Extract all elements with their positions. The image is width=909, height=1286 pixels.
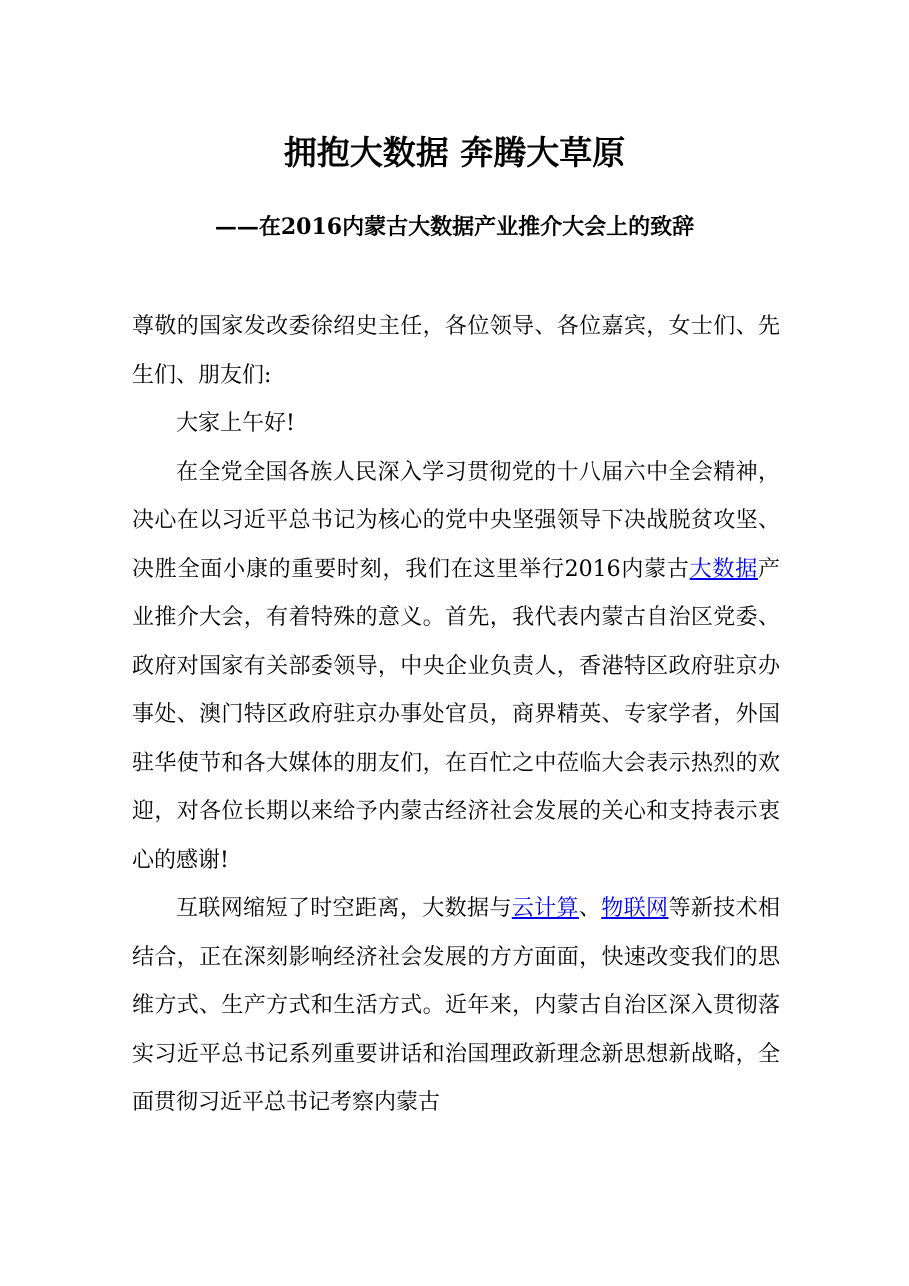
greeting-paragraph: 大家上午好! xyxy=(176,411,295,436)
big-data-link[interactable]: 大数据 xyxy=(689,556,758,582)
opening-text-after-link: 产业推介大会，有着特殊的意义。首先，我代表内蒙古自治区党委、政府对国家有关部委领导，中央企业负责人，香港特区政府驻京办事处、澳门特区政府驻京办事处官员，商界精英、专家学者，外国驻华使节和各大媒体的朋友们，在百忙之中莅临大会表示热烈的欢迎，对各位长期以来给予内蒙古经济社会发展的关心和支持表示衷心的感谢! xyxy=(132,556,780,873)
internet-text-after-links: 等新技术相结合，正在深刻影响经济社会发展的方方面面，快速改变我们的思维方式、生产方式和生活方式。近年来，内蒙古自治区深入贯彻落实习近平总书记系列重要讲话和治国理政新理念新思想新战略，全面贯彻习近平总书记考察内蒙古 xyxy=(132,896,780,1115)
internet-of-things-link[interactable]: 物联网 xyxy=(601,896,669,921)
link-separator: 、 xyxy=(578,896,602,921)
internet-paragraph xyxy=(132,885,780,1128)
internet-text-before-links: 互联网缩短了时空距离，大数据与 xyxy=(176,896,512,921)
opening-text-before-link: 在全党全国各族人民深入学习贯彻党的十八届六中全会精神，决心在以习近平总书记为核心的党中央坚强领导下决战脱贫攻坚、决胜全面小康的重要时刻，我们在这里举行2016内蒙古 xyxy=(132,459,780,582)
document-title: 拥抱大数据 奔腾大草原 xyxy=(283,133,626,172)
salutation-paragraph: 尊敬的国家发改委徐绍史主任，各位领导、各位嘉宾，女士们、先生们、朋友们: xyxy=(132,314,780,388)
cloud-computing-link[interactable]: 云计算 xyxy=(511,896,579,921)
document-body xyxy=(132,303,780,1128)
document-subtitle: ——在2016内蒙古大数据产业推介大会上的致辞 xyxy=(214,214,695,240)
opening-paragraph xyxy=(132,449,780,886)
